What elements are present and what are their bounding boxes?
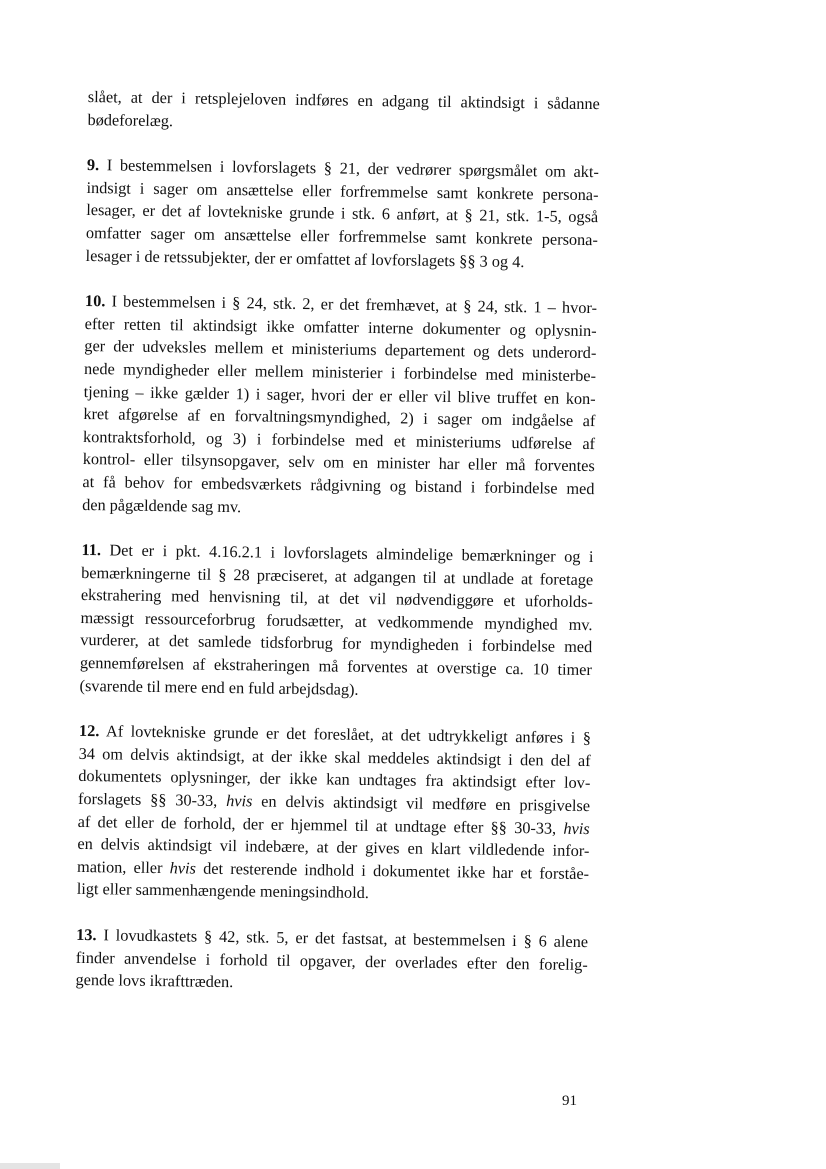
- text-line: bødeforelæg.: [87, 109, 174, 130]
- text-line: efter retten til aktindsigt ikke omfatter interne dokumenter og oplysnin-: [84, 313, 597, 340]
- text-line: 34 om delvis aktindsigt, at der ikke skal meddeles aktindsigt i den del af: [78, 743, 591, 770]
- text-line: ger der udveksles mellem et ministeriums departement og dets underord-: [84, 336, 597, 363]
- text-line: lesager i de retssubjekter, der er omfattet af lovforslagets §§ 3 og 4.: [85, 245, 525, 271]
- text-line: tjening – ikke gælder 1) i sager, hvori der er eller vil blive truffet en kon-: [83, 381, 596, 408]
- text-line: indsigt i sager om ansættelse eller forfremmelse samt konkrete persona-: [86, 177, 599, 204]
- text-line: ekstrahering med henvisning til, at det vil nødvendiggøre et uforholds-: [80, 585, 593, 612]
- text-line: kontraktsforhold, og 3) i forbindelse med et ministeriums udførelse af: [82, 426, 596, 453]
- text-line: slået, at der i retsplejeloven indføres en adgang til aktindsigt i sådanne: [87, 86, 600, 114]
- text-line: (svarende til mere end en fuld arbejdsdag).: [79, 675, 359, 699]
- italic-term: hvis: [226, 791, 253, 811]
- text-line: omfatter sager om ansættelse eller forfremmelse samt konkrete persona-: [85, 222, 599, 250]
- text-line: 10. I bestemmelsen i § 24, stk. 2, er det fremhævet, at § 24, stk. 1 – hvor-: [84, 291, 598, 318]
- paragraph: [82, 290, 597, 523]
- text-line: finder anvendelse i forhold til opgaver, der overlades efter den forelig-: [75, 947, 588, 974]
- text-line: mæssigt ressourceforbrug forudsætter, at vedkommende myndighed mv.: [80, 607, 593, 634]
- text-line: 11. Det er i pkt. 4.16.2.1 i lovforslagets almindelige bemærkninger og i: [81, 540, 594, 567]
- paragraph-number: 11.: [81, 540, 102, 560]
- paragraph: [85, 154, 599, 274]
- text-line: gende lovs ikrafttræden.: [75, 970, 234, 992]
- text-line: 12. Af lovtekniske grunde er det foreslået, at det udtrykkeligt anføres i §: [78, 721, 592, 748]
- text-line: forslagets §§ 30-33, hvis en delvis aktindsigt vil medføre en prisgivelse: [77, 788, 591, 816]
- text-line: at få behov for embedsværkets rådgivning og bistand i forbindelse med: [82, 471, 595, 499]
- text-line: kontrol- eller tilsynsopgaver, selv om en minister har eller må forventes: [82, 449, 595, 476]
- paragraph: [87, 86, 600, 138]
- text-line: gennemførelsen af ekstraheringen må forventes at overstige ca. 10 timer: [79, 653, 593, 680]
- text-line: kret afgørelse af en forvaltningsmyndighed, 2) i sager om indgåelse af: [83, 404, 596, 431]
- text-line: nede myndigheder eller mellem ministerier i forbindelse med ministerbe-: [83, 358, 597, 386]
- text-line: af det eller de forhold, der er hjemmel til at undtage efter §§ 30-33, hvis: [77, 811, 590, 838]
- paragraph: [77, 720, 591, 908]
- document-body: [75, 86, 600, 1022]
- paragraph-number: 10.: [84, 291, 106, 311]
- scan-edge-shadow: [0, 1163, 60, 1169]
- paragraph-number: 9.: [86, 155, 100, 175]
- paragraph: [79, 539, 593, 704]
- paragraph: [75, 924, 588, 999]
- text-line: dokumentets oplysninger, der ikke kan undtages fra aktindsigt efter lov-: [78, 766, 591, 793]
- paragraph-number: 12.: [78, 721, 100, 741]
- text-line: en delvis aktindsigt vil indebære, at der gives en klart vildledende infor-: [77, 834, 590, 861]
- italic-term: hvis: [169, 858, 197, 878]
- paragraph-number: 13.: [76, 924, 97, 945]
- page-number: 91: [562, 1093, 577, 1109]
- italic-term: hvis: [563, 818, 590, 838]
- text-line: mation, eller hvis det resterende indhold i dokumentet ikke har et forståe-: [76, 856, 590, 883]
- text-line: 13. I lovudkastets § 42, stk. 5, er det fastsat, at bestemmelsen i § 6 alene: [76, 924, 589, 952]
- text-line: den pågældende sag mv.: [82, 494, 242, 516]
- text-line: lesager, er det af lovtekniske grunde i stk. 6 anført, at § 21, stk. 1-5, også: [86, 200, 599, 227]
- text-line: 9. I bestemmelsen i lovforslagets § 21, der vedrører spørgsmålet om akt-: [86, 155, 599, 182]
- text-line: ligt eller sammenhængende meningsindhold.: [76, 879, 370, 903]
- text-line: bemærkningerne til § 28 præciseret, at adgangen til at undlade at foretage: [81, 562, 594, 589]
- text-line: vurderer, at det samlede tidsforbrug for myndigheden i forbindelse med: [80, 630, 593, 657]
